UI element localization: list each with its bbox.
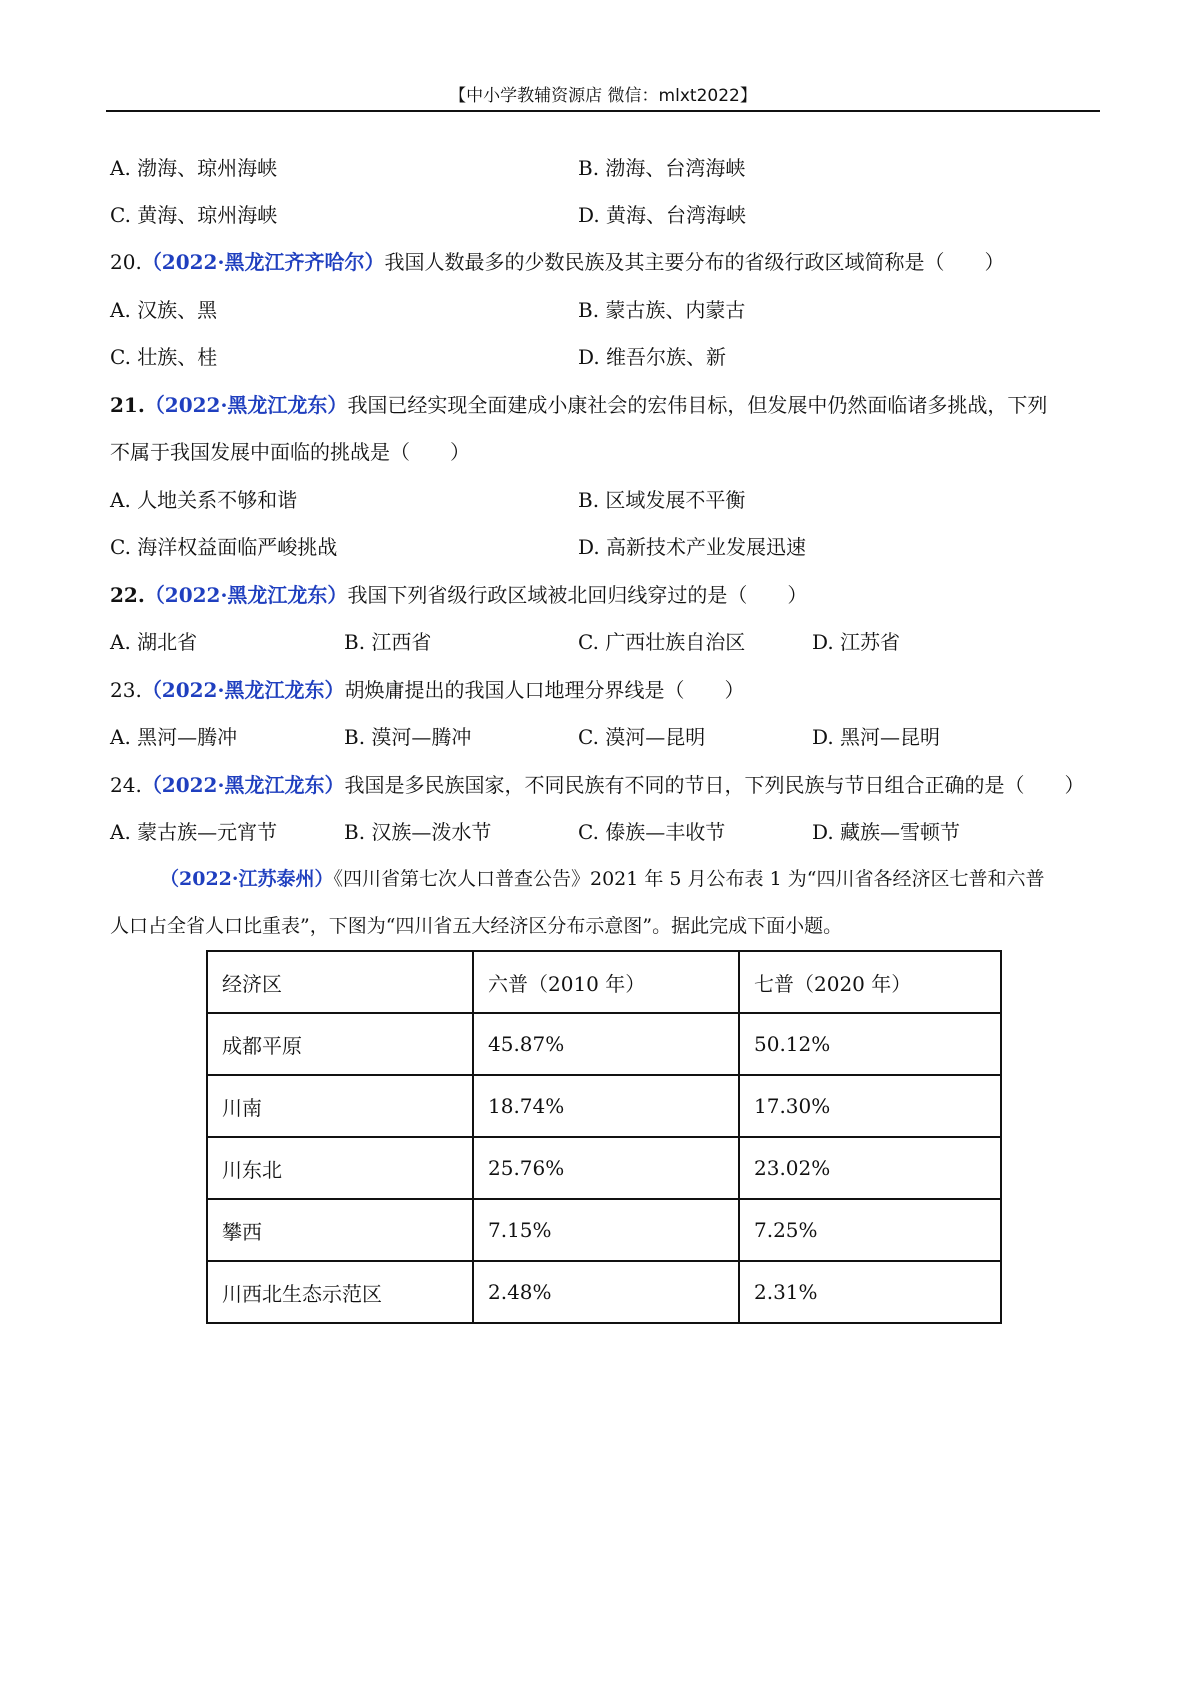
table-cell: 2.48% [473, 1261, 739, 1323]
q22-option-c[interactable]: C. 广西壮族自治区 [578, 630, 746, 654]
table-cell: 川南 [207, 1075, 473, 1137]
q19-option-d[interactable]: D. 黄海、台湾海峡 [578, 203, 747, 227]
table-header-cell: 六普（2010 年） [473, 951, 739, 1013]
q20-option-c[interactable]: C. 壮族、桂 [110, 345, 218, 369]
q24-option-a[interactable]: A. 蒙古族—元宵节 [110, 820, 278, 844]
passage-text-1: 《四川省第七次人口普查公告》2021 年 5 月公布表 1 为“四川省各经济区七普和六普 [333, 868, 1045, 890]
table-row [207, 1261, 1001, 1323]
question-number: 22. [110, 583, 145, 607]
table-header-cell: 七普（2020 年） [739, 951, 1001, 1013]
q20-option-a[interactable]: A. 汉族、黑 [110, 298, 218, 322]
q19-option-a[interactable]: A. 渤海、琼州海峡 [110, 156, 278, 180]
table-cell: 攀西 [207, 1199, 473, 1261]
table-cell: 50.12% [739, 1013, 1001, 1075]
table-cell: 17.30% [739, 1075, 1001, 1137]
question-source: （2022·黑龙江龙东） [141, 678, 345, 702]
question-source: （2022·黑龙江龙东） [141, 773, 345, 797]
question-text: 胡焕庸提出的我国人口地理分界线是（ ） [344, 678, 745, 702]
passage-line-2: 人口占全省人口比重表”，下图为“四川省五大经济区分布示意图”。据此完成下面小题。 [110, 915, 843, 937]
q21-option-c[interactable]: C. 海洋权益面临严峻挑战 [110, 535, 338, 559]
question-23 [110, 675, 1100, 705]
table-row [207, 1075, 1001, 1137]
population-share-table [206, 950, 1002, 1324]
q21-option-d[interactable]: D. 高新技术产业发展迅速 [578, 535, 807, 559]
question-20 [110, 247, 1100, 277]
q20-option-d[interactable]: D. 维吾尔族、新 [578, 345, 727, 369]
table-cell: 7.25% [739, 1199, 1001, 1261]
q23-option-d[interactable]: D. 黑河—昆明 [812, 725, 941, 749]
question-source: （2022·黑龙江龙东） [144, 583, 348, 607]
q22-option-b[interactable]: B. 江西省 [344, 630, 432, 654]
table-cell: 18.74% [473, 1075, 739, 1137]
passage-source: （2022·江苏泰州） [160, 868, 334, 890]
question-text: 我国已经实现全面建成小康社会的宏伟目标，但发展中仍然面临诸多挑战，下列 [347, 393, 1048, 417]
question-text: 我国下列省级行政区域被北回归线穿过的是（ ） [347, 583, 808, 607]
q21-option-b[interactable]: B. 区域发展不平衡 [578, 488, 746, 512]
question-number: 23. [110, 678, 142, 702]
q23-option-b[interactable]: B. 漠河—腾冲 [344, 725, 472, 749]
question-number: 24. [110, 773, 142, 797]
q22-option-a[interactable]: A. 湖北省 [110, 630, 198, 654]
table-cell: 川西北生态示范区 [207, 1261, 473, 1323]
q21-option-a[interactable]: A. 人地关系不够和谐 [110, 488, 298, 512]
question-21-continued: 不属于我国发展中面临的挑战是（ ） [110, 440, 470, 464]
q23-option-c[interactable]: C. 漠河—昆明 [578, 725, 706, 749]
q24-option-b[interactable]: B. 汉族—泼水节 [344, 820, 492, 844]
question-source: （2022·黑龙江龙东） [144, 393, 348, 417]
q20-option-b[interactable]: B. 蒙古族、内蒙古 [578, 298, 746, 322]
table-row [207, 1199, 1001, 1261]
question-text: 我国人数最多的少数民族及其主要分布的省级行政区域简称是（ ） [384, 250, 1005, 274]
question-source: （2022·黑龙江齐齐哈尔） [141, 250, 385, 274]
table-cell: 成都平原 [207, 1013, 473, 1075]
question-number: 21. [110, 393, 145, 417]
question-text: 我国是多民族国家，不同民族有不同的节日，下列民族与节日组合正确的是（ ） [344, 773, 1085, 797]
table-cell: 45.87% [473, 1013, 739, 1075]
table-cell: 2.31% [739, 1261, 1001, 1323]
table-row [207, 1137, 1001, 1199]
table-cell: 7.15% [473, 1199, 739, 1261]
table-row [207, 1013, 1001, 1075]
q24-option-d[interactable]: D. 藏族—雪顿节 [812, 820, 961, 844]
question-22 [110, 580, 1100, 610]
q24-option-c[interactable]: C. 傣族—丰收节 [578, 820, 726, 844]
q23-option-a[interactable]: A. 黑河—腾冲 [110, 725, 238, 749]
passage-line-1 [110, 864, 1100, 894]
table-header-cell: 经济区 [207, 951, 473, 1013]
table-cell: 23.02% [739, 1137, 1001, 1199]
table-cell: 川东北 [207, 1137, 473, 1199]
question-21 [110, 390, 1100, 420]
q19-option-b[interactable]: B. 渤海、台湾海峡 [578, 156, 746, 180]
q22-option-d[interactable]: D. 江苏省 [812, 630, 901, 654]
table-header-row [207, 951, 1001, 1013]
q19-option-c[interactable]: C. 黄海、琼州海峡 [110, 203, 278, 227]
question-number: 20. [110, 250, 142, 274]
page-header: 【中小学教辅资源店 微信：mlxt2022】 [106, 82, 1100, 112]
question-24 [110, 770, 1100, 800]
table-cell: 25.76% [473, 1137, 739, 1199]
